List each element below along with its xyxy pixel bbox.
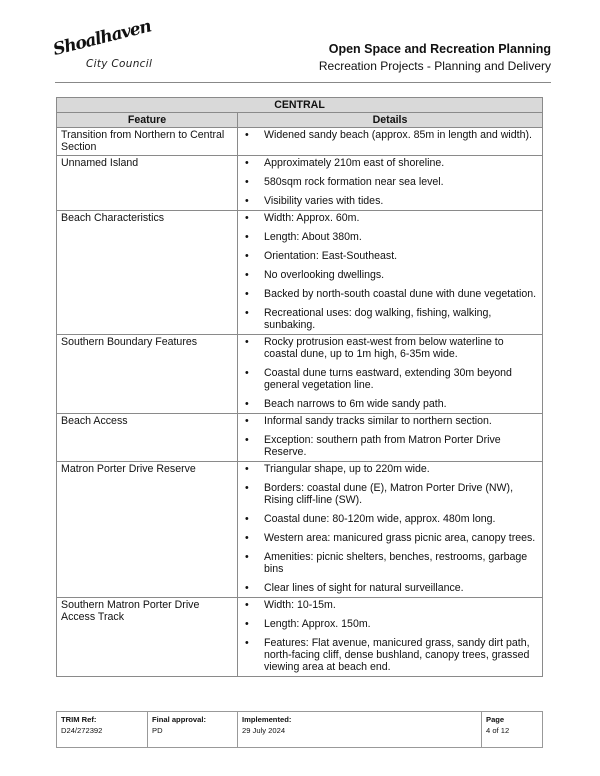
detail-item: [242, 250, 538, 262]
document-subtitle: Recreation Projects - Planning and Delivery: [318, 59, 551, 73]
details-cell: [238, 598, 543, 677]
details-list: [242, 212, 538, 331]
detail-text: Width: Approx. 60m.: [264, 212, 360, 224]
footer-trim-cell: [57, 712, 148, 748]
detail-text: Length: Approx. 150m.: [264, 618, 371, 630]
bullet-icon: •: [245, 398, 249, 410]
detail-item: [242, 434, 538, 458]
detail-item: [242, 618, 538, 630]
bullet-icon: •: [245, 269, 249, 281]
document-title: Open Space and Recreation Planning: [328, 42, 551, 56]
bullet-icon: •: [245, 415, 249, 427]
implemented-value: 29 July 2024: [242, 726, 286, 735]
bullet-icon: •: [245, 513, 249, 525]
bullet-icon: •: [245, 618, 249, 630]
detail-text: Amenities: picnic shelters, benches, restrooms, garbage bins: [264, 551, 528, 575]
details-cell: [238, 211, 543, 335]
details-list: [242, 157, 538, 207]
detail-item: [242, 582, 538, 594]
detail-item: [242, 269, 538, 281]
detail-text: Visibility varies with tides.: [264, 195, 384, 207]
feature-cell: Matron Porter Drive Reserve: [57, 462, 238, 598]
detail-item: [242, 513, 538, 525]
detail-item: [242, 129, 538, 141]
approval-value: PD: [152, 726, 163, 735]
column-header-feature: Feature: [57, 113, 238, 128]
detail-text: Widened sandy beach (approx. 85m in length and width).: [264, 129, 532, 141]
section-heading: CENTRAL: [57, 98, 543, 113]
feature-cell: Beach Characteristics: [57, 211, 238, 335]
bullet-icon: •: [245, 250, 249, 262]
detail-item: [242, 307, 538, 331]
bullet-icon: •: [245, 288, 249, 300]
detail-text: 580sqm rock formation near sea level.: [264, 176, 444, 188]
feature-cell: Unnamed Island: [57, 156, 238, 211]
footer-approval-cell: [148, 712, 238, 748]
detail-text: Coastal dune turns eastward, extending 30m beyond general vegetation line.: [264, 367, 512, 391]
detail-item: [242, 637, 538, 673]
details-list: [242, 463, 538, 594]
central-features-table: [56, 97, 543, 677]
detail-text: Beach narrows to 6m wide sandy path.: [264, 398, 447, 410]
bullet-icon: •: [245, 195, 249, 207]
detail-text: Orientation: East-Southeast.: [264, 250, 398, 262]
bullet-icon: •: [245, 176, 249, 188]
column-header-details: Details: [238, 113, 543, 128]
detail-text: Borders: coastal dune (E), Matron Porter Drive (NW), Rising cliff-line (SW).: [264, 482, 514, 506]
details-cell: [238, 462, 543, 598]
details-list: [242, 336, 538, 410]
detail-text: Informal sandy tracks similar to northern section.: [264, 415, 492, 427]
footer-table: [56, 711, 543, 748]
page-label: Page: [486, 715, 505, 724]
bullet-icon: •: [245, 582, 249, 594]
table-body: [57, 128, 543, 677]
council-logo: [51, 16, 164, 78]
table-row: [57, 211, 543, 335]
detail-text: Exception: southern path from Matron Porter Drive Reserve.: [264, 434, 501, 458]
details-cell: [238, 128, 543, 156]
detail-item: [242, 288, 538, 300]
bullet-icon: •: [245, 482, 249, 494]
approval-label: Final approval:: [152, 715, 207, 724]
detail-text: Rocky protrusion east-west from below waterline to coastal dune, up to 1m high, 6-35m wide.: [264, 336, 504, 360]
details-list: [242, 129, 538, 141]
detail-text: Features: Flat avenue, manicured grass, sandy dirt path, north-facing cliff, dense bushland, canopy trees, grassed viewing area at beach end.: [264, 637, 530, 673]
details-list: [242, 415, 538, 458]
detail-text: Clear lines of sight for natural surveillance.: [264, 582, 464, 594]
details-list: [242, 599, 538, 673]
detail-text: No overlooking dwellings.: [264, 269, 385, 281]
bullet-icon: •: [245, 551, 249, 563]
page-number: 4 of 12: [486, 726, 510, 735]
detail-text: Width: 10-15m.: [264, 599, 336, 611]
detail-text: Recreational uses: dog walking, fishing, walking, sunbaking.: [264, 307, 492, 331]
header-divider: [55, 82, 551, 83]
footer-page-cell: [482, 712, 543, 748]
bullet-icon: •: [245, 336, 249, 348]
feature-cell: Beach Access: [57, 414, 238, 462]
table-row: [57, 128, 543, 156]
implemented-label: Implemented:: [242, 715, 292, 724]
detail-item: [242, 599, 538, 611]
bullet-icon: •: [245, 434, 249, 446]
detail-text: Western area: manicured grass picnic area, canopy trees.: [264, 532, 536, 544]
detail-text: Coastal dune: 80-120m wide, approx. 480m long.: [264, 513, 496, 525]
feature-cell: Southern Boundary Features: [57, 335, 238, 414]
trim-label: TRIM Ref:: [61, 715, 97, 724]
bullet-icon: •: [245, 637, 249, 649]
logo-subtext: City Council: [86, 58, 153, 70]
table-row: [57, 462, 543, 598]
detail-item: [242, 463, 538, 475]
detail-item: [242, 482, 538, 506]
bullet-icon: •: [245, 532, 249, 544]
table-row: [57, 156, 543, 211]
table-row: [57, 414, 543, 462]
table-row: [57, 598, 543, 677]
detail-text: Backed by north-south coastal dune with dune vegetation.: [264, 288, 537, 300]
bullet-icon: •: [245, 367, 249, 379]
footer-implemented-cell: [238, 712, 482, 748]
logo-script-text: Shoalhaven: [51, 16, 153, 60]
bullet-icon: •: [245, 157, 249, 169]
details-cell: [238, 335, 543, 414]
bullet-icon: •: [245, 231, 249, 243]
detail-item: [242, 212, 538, 224]
bullet-icon: •: [245, 129, 249, 141]
detail-text: Approximately 210m east of shoreline.: [264, 157, 445, 169]
trim-value: D24/272392: [61, 726, 103, 735]
feature-cell: Transition from Northern to Central Section: [57, 128, 238, 156]
detail-item: [242, 532, 538, 544]
detail-item: [242, 195, 538, 207]
detail-text: Length: About 380m.: [264, 231, 362, 243]
detail-item: [242, 336, 538, 360]
detail-item: [242, 398, 538, 410]
details-cell: [238, 156, 543, 211]
detail-text: Triangular shape, up to 220m wide.: [264, 463, 430, 475]
details-cell: [238, 414, 543, 462]
detail-item: [242, 176, 538, 188]
feature-cell: Southern Matron Porter Drive Access Track: [57, 598, 238, 677]
detail-item: [242, 157, 538, 169]
detail-item: [242, 231, 538, 243]
bullet-icon: •: [245, 463, 249, 475]
table-row: [57, 335, 543, 414]
detail-item: [242, 415, 538, 427]
bullet-icon: •: [245, 599, 249, 611]
detail-item: [242, 367, 538, 391]
bullet-icon: •: [245, 307, 249, 319]
bullet-icon: •: [245, 212, 249, 224]
detail-item: [242, 551, 538, 575]
